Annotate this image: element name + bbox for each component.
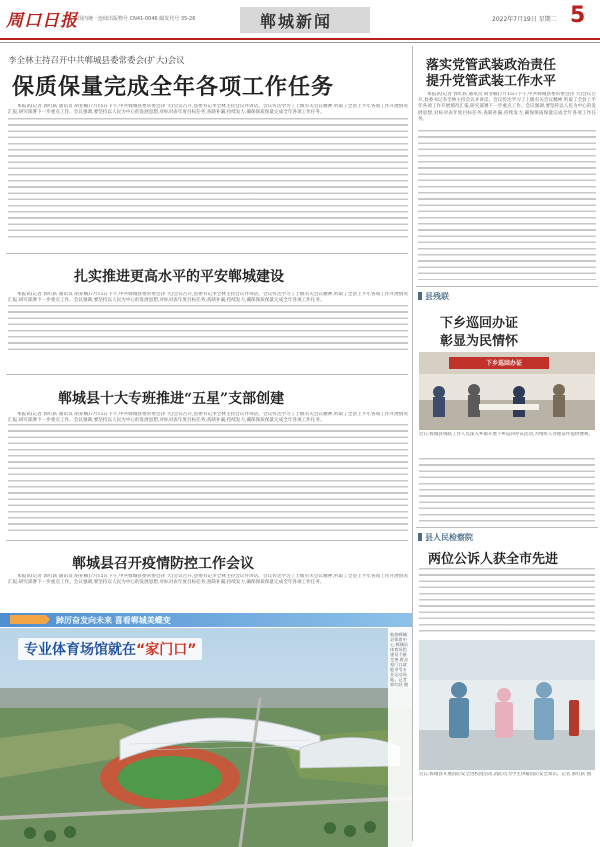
header-rule xyxy=(0,38,600,40)
issue-date: 2022年7月19日 星期二 xyxy=(492,16,557,23)
stadium-photo xyxy=(0,628,412,847)
visit-body-lines xyxy=(419,458,595,522)
visit-headline-2: 彰显为民情怀 xyxy=(440,334,519,349)
publication-meta: 国内统一连续出版物号 CN41-0046 邮发代号 35-26 xyxy=(78,16,196,22)
header-rule-thin xyxy=(0,42,600,43)
masthead xyxy=(0,0,600,40)
stadium-title xyxy=(18,638,202,660)
lead-subhead: 李全林主持召开中共郸城县委常委会(扩大)会议 xyxy=(8,56,185,66)
section-title: 郸城新闻 xyxy=(260,12,333,31)
armed-body-text: 本报讯(记者 郭红跃 通讯员 胡亚楠)7月15日下午,中共郸城县委常委会(扩大)会议召开,县委书记李全林主持会议并讲话。会议传达学习了上级有关会议精神,听取了全县上半年各项工作开展情况汇报,研究部署下一步重点工作。会议强调,要坚持以人民为中心的发展思想,对标对表年度目标任务,查缺补漏,持续发力,确保保质保量完成全年各项工作任务。 xyxy=(418,92,596,122)
tag-procuratorate: 县人民检察院 xyxy=(418,532,473,543)
office-photo-caption: 近日,郸城县残联工作人员深入乡镇开展下乡巡回办证活动,为残疾人办理证件提供便利。 xyxy=(419,432,593,437)
page-number: 5 xyxy=(570,3,586,28)
safe-body-lines xyxy=(8,305,408,350)
armed-body-lines xyxy=(418,130,596,280)
school-photo-caption: 近日,郸城县开展消防安全进校园活动,消防员为学生讲解消防安全知识。记者 郭红跃 摄 xyxy=(419,772,592,777)
divider xyxy=(416,527,598,528)
office-photo-banner: 下乡巡回办证 xyxy=(486,360,523,367)
stadium-title-quote: “家门口” xyxy=(136,642,197,658)
stadium-caption: 航拍郸城县体育中心,郸城县体育场馆建设不断完善,群众家门口就能享受专业运动场地。记者 郭红跃 摄 xyxy=(390,632,409,687)
epidemic-body-text: 本报讯(记者 郭红跃 通讯员 胡亚楠)7月15日下午,中共郸城县委常委会(扩大)会议召开,县委书记李全林主持会议并讲话。会议传达学习了上级有关会议精神,听取了全县上半年各项工作开展情况汇报,研究部署下一步重点工作。会议强调,要坚持以人民为中心的发展思想,对标对表年度目标任务,查缺补漏,持续发力,确保保质保量完成全年各项工作任务。 xyxy=(8,574,408,586)
banner-label: 踔厉奋发向未来 喜看郸城美蝶变 xyxy=(56,616,171,625)
star-body-lines xyxy=(8,424,408,534)
epidemic-body xyxy=(8,574,408,612)
stadium-title-pre: 专业体育场馆就在 xyxy=(24,642,136,658)
armed-headline-2: 提升党管武装工作水平 xyxy=(426,74,557,89)
banner-flag-icon xyxy=(10,615,50,624)
star-body-text: 本报讯(记者 郭红跃 通讯员 胡亚楠)7月15日下午,中共郸城县委常委会(扩大)会议召开,县委书记李全林主持会议并讲话。会议传达学习了上级有关会议精神,听取了全县上半年各项工作开展情况汇报,研究部署下一步重点工作。会议强调,要坚持以人民为中心的发展思想,对标对表年度目标任务,查缺补漏,持续发力,确保保质保量完成全年各项工作任务。 xyxy=(8,412,408,424)
lead-body-text: 本报讯(记者 郭红跃 通讯员 胡亚楠)7月15日下午,中共郸城县委常委会(扩大)会议召开,县委书记李全林主持会议并讲话。会议传达学习了上级有关会议精神,听取了全县上半年各项工作开展情况汇报,研究部署下一步重点工作。会议强调,要坚持以人民为中心的发展思想,对标对表年度目标任务,查缺补漏,持续发力,确保保质保量完成全年各项工作任务。 xyxy=(8,104,408,116)
court-body-lines xyxy=(419,568,595,634)
epidemic-headline: 郸城县召开疫情防控工作会议 xyxy=(72,556,254,572)
safe-body-text: 本报讯(记者 郭红跃 通讯员 胡亚楠)7月15日下午,中共郸城县委常委会(扩大)会议召开,县委书记李全林主持会议并讲话。会议传达学习了上级有关会议精神,听取了全县上半年各项工作开展情况汇报,研究部署下一步重点工作。会议强调,要坚持以人民为中心的发展思想,对标对表年度目标任务,查缺补漏,持续发力,确保保质保量完成全年各项工作任务。 xyxy=(8,292,408,304)
divider xyxy=(6,540,408,541)
school-photo xyxy=(419,640,595,770)
visit-headline-1: 下乡巡回办证 xyxy=(440,316,519,331)
star-headline: 郸城县十大专班推进“五星”支部创建 xyxy=(58,391,285,407)
column-divider xyxy=(412,46,413,841)
divider xyxy=(416,286,598,287)
lead-body-lines xyxy=(8,118,408,242)
tag-disability: 县残联 xyxy=(418,291,449,302)
armed-headline-1: 落实党管武装政治责任 xyxy=(426,58,557,73)
divider xyxy=(6,253,408,254)
court-headline: 两位公诉人获全市先进 xyxy=(428,552,559,567)
divider xyxy=(6,374,408,375)
safe-headline: 扎实推进更高水平的平安郸城建设 xyxy=(74,269,284,285)
lead-headline: 保质保量完成全年各项工作任务 xyxy=(12,74,335,100)
newspaper-logo: 周口日报 xyxy=(6,11,78,31)
